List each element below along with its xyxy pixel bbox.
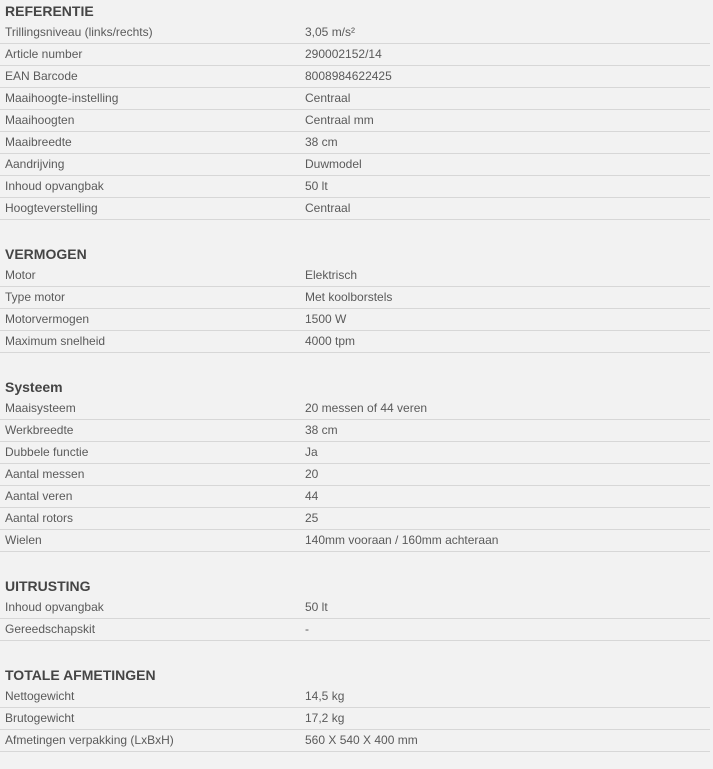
spec-label: Trillingsniveau (links/rechts) <box>5 25 153 39</box>
spec-value: Met koolborstels <box>305 290 393 304</box>
spec-label: Maximum snelheid <box>5 334 106 348</box>
spec-label: Maaisysteem <box>5 401 76 415</box>
spec-label: Article number <box>5 47 83 61</box>
spec-row <box>0 597 710 619</box>
spec-row <box>0 110 710 132</box>
spec-value: Elektrisch <box>305 268 358 282</box>
spec-label: Afmetingen verpakking (LxBxH) <box>5 733 174 747</box>
spec-row <box>0 22 710 44</box>
spec-row <box>0 730 710 752</box>
spec-label: Inhoud opvangbak <box>5 600 104 614</box>
spec-value: Centraal mm <box>305 113 374 127</box>
spec-value: 14,5 kg <box>305 689 345 703</box>
spec-label: Maaibreedte <box>5 135 72 149</box>
spec-label: Hoogteverstelling <box>5 201 98 215</box>
section-spacer <box>5 220 710 243</box>
spec-section <box>5 0 710 220</box>
spec-value: 50 lt <box>305 600 328 614</box>
section-title: TOTALE AFMETINGEN <box>5 667 156 683</box>
spec-label: Motor <box>5 268 36 282</box>
spec-value: 8008984622425 <box>305 69 392 83</box>
spec-row <box>0 530 710 552</box>
spec-label: Type motor <box>5 290 66 304</box>
spec-label: Dubbele functie <box>5 445 89 459</box>
section-title: Systeem <box>5 379 63 395</box>
section-title: REFERENTIE <box>5 3 94 19</box>
section-spacer <box>5 353 710 376</box>
spec-row <box>0 44 710 66</box>
spec-row <box>0 66 710 88</box>
spec-value: 3,05 m/s² <box>305 25 356 39</box>
spec-label: Brutogewicht <box>5 711 75 725</box>
section-title: UITRUSTING <box>5 578 91 594</box>
spec-section <box>5 376 710 552</box>
spec-section <box>5 243 710 353</box>
spec-value: Ja <box>305 445 318 459</box>
spec-label: Motorvermogen <box>5 312 90 326</box>
spec-row <box>0 619 710 641</box>
spec-value: 560 X 540 X 400 mm <box>305 733 418 747</box>
spec-label: Nettogewicht <box>5 689 75 703</box>
spec-label: Maaihoogte-instelling <box>5 91 119 105</box>
spec-value: 44 <box>305 489 319 503</box>
spec-value: Duwmodel <box>305 157 362 171</box>
spec-row <box>0 398 710 420</box>
section-spacer <box>5 552 710 575</box>
spec-value: 140mm vooraan / 160mm achteraan <box>305 533 499 547</box>
spec-label: Aantal veren <box>5 489 73 503</box>
spec-value: 290002152/14 <box>305 47 382 61</box>
spec-label: Inhoud opvangbak <box>5 179 104 193</box>
spec-row <box>0 442 710 464</box>
spec-value: 1500 W <box>305 312 347 326</box>
spec-row <box>0 265 710 287</box>
spec-value: Centraal <box>305 91 351 105</box>
spec-row <box>0 420 710 442</box>
spec-label: Aandrijving <box>5 157 65 171</box>
spec-value: - <box>305 622 309 636</box>
spec-value: 38 cm <box>305 423 338 437</box>
spec-section <box>5 664 710 752</box>
section-spacer <box>5 641 710 664</box>
spec-row <box>0 198 710 220</box>
spec-label: Werkbreedte <box>5 423 74 437</box>
spec-row <box>0 287 710 309</box>
spec-value: 4000 tpm <box>305 334 356 348</box>
spec-row <box>0 309 710 331</box>
spec-value: 20 <box>305 467 319 481</box>
spec-label: Maaihoogten <box>5 113 75 127</box>
spec-row <box>0 88 710 110</box>
spec-row <box>0 331 710 353</box>
spec-value: 20 messen of 44 veren <box>305 401 428 415</box>
spec-row <box>0 132 710 154</box>
spec-label: Aantal rotors <box>5 511 74 525</box>
spec-row <box>0 686 710 708</box>
spec-row <box>0 508 710 530</box>
spec-label: EAN Barcode <box>5 69 78 83</box>
spec-value: 17,2 kg <box>305 711 345 725</box>
spec-row <box>0 176 710 198</box>
spec-row <box>0 708 710 730</box>
spec-row <box>0 464 710 486</box>
spec-value: 38 cm <box>305 135 338 149</box>
section-title: VERMOGEN <box>5 246 87 262</box>
spec-section <box>5 575 710 641</box>
spec-value: Centraal <box>305 201 351 215</box>
spec-label: Aantal messen <box>5 467 85 481</box>
spec-row <box>0 154 710 176</box>
spec-value: 25 <box>305 511 319 525</box>
spec-label: Gereedschapskit <box>5 622 96 636</box>
spec-label: Wielen <box>5 533 42 547</box>
spec-row <box>0 486 710 508</box>
spec-value: 50 lt <box>305 179 328 193</box>
